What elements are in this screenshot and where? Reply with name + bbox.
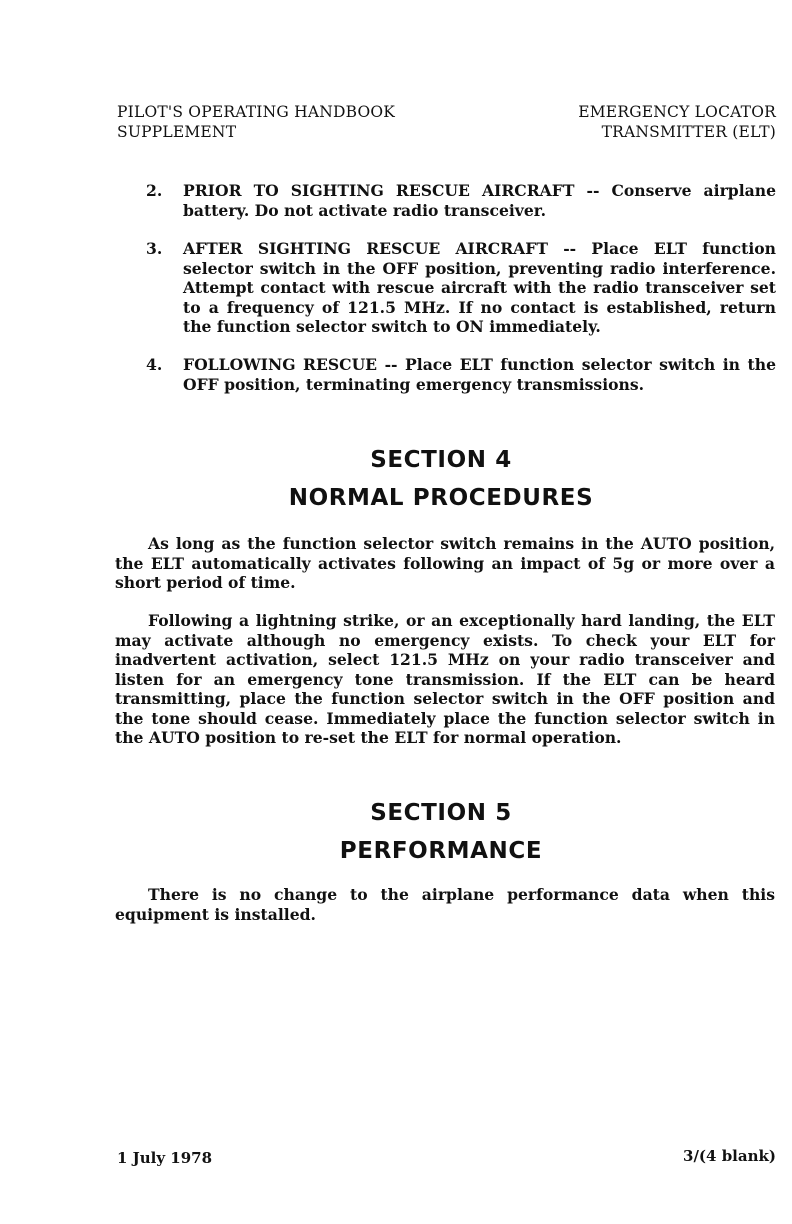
header-right-line1: EMERGENCY LOCATOR (578, 103, 776, 121)
step-number: 2. (146, 181, 163, 200)
step-text: AFTER SIGHTING RESCUE AIRCRAFT -- Place ELT function selector switch in the OFF position, preventing radio interference. Attempt contact with rescue aircraft with the radio transceiver set to a frequency of 121.5 MHz. If no contact is established, return the function selector switch to ON immediately. (183, 239, 776, 336)
section-4-number: SECTION 4 (370, 447, 512, 473)
step-number: 3. (146, 239, 163, 258)
step-number: 4. (146, 355, 163, 374)
header-right (578, 102, 776, 142)
header-left-line1: PILOT'S OPERATING HANDBOOK (117, 103, 396, 121)
procedure-step (146, 355, 776, 394)
section-4-paragraph-1: As long as the function selector switch remains in the AUTO position, the ELT automatically activates following an impact of 5g or more over a short period of time. (115, 534, 775, 592)
header-left-line2: SUPPLEMENT (117, 123, 237, 141)
step-text: PRIOR TO SIGHTING RESCUE AIRCRAFT -- Conserve airplane battery. Do not activate radio transceiver. (183, 181, 776, 220)
footer-page-number: 3/(4 blank) (683, 1147, 776, 1165)
section-5-number: SECTION 5 (370, 800, 512, 826)
section-4-paragraph-2: Following a lightning strike, or an exceptionally hard landing, the ELT may activate although no emergency exists. To check your ELT for inadvertent activation, select 121.5 MHz on your radio transceiver and listen for an emergency tone transmission. If the ELT can be heard transmitting, place the function selector switch in the OFF position and the tone should cease. Immediately place the function selector switch in the AUTO position to re-set the ELT for normal operation. (115, 611, 775, 747)
footer-date: 1 July 1978 (117, 1149, 213, 1167)
procedure-step (146, 239, 776, 337)
procedure-step (146, 181, 776, 220)
section-5-heading: PERFORMANCE (339, 838, 543, 864)
section-4-heading: NORMAL PROCEDURES (288, 485, 594, 511)
header-left (117, 102, 395, 142)
step-text: FOLLOWING RESCUE -- Place ELT function selector switch in the OFF position, terminating emergency transmissions. (183, 355, 776, 394)
header-right-line2: TRANSMITTER (ELT) (601, 123, 776, 141)
section-5-paragraph-1: There is no change to the airplane performance data when this equipment is installed. (115, 885, 775, 924)
